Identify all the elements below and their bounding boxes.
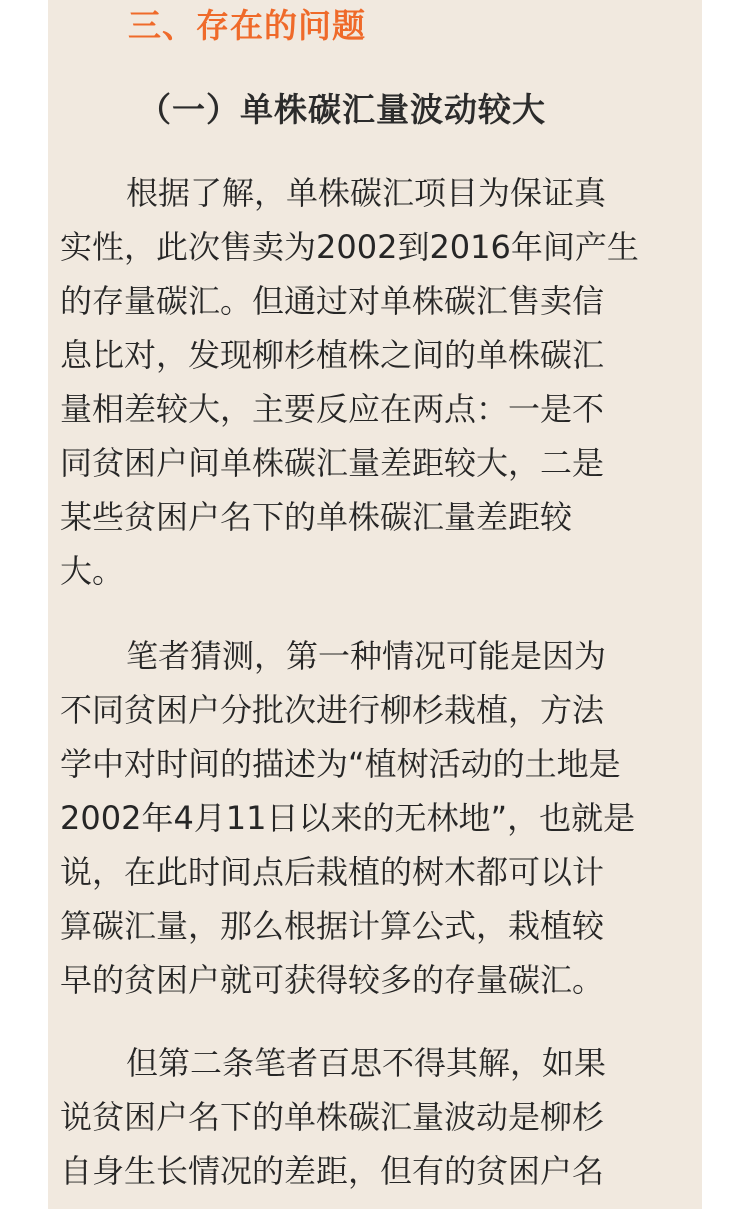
- paragraph-line: 笔者猜测，第一种情况可能是因为: [126, 637, 607, 675]
- section-title: 三、存在的问题: [128, 6, 366, 45]
- paragraph-line: 息比对，发现柳杉植株之间的单株碳汇: [60, 336, 605, 374]
- paragraph-line: 学中对时间的描述为“植树活动的土地是: [60, 745, 621, 783]
- paragraph-line: 的存量碳汇。但通过对单株碳汇售卖信: [60, 282, 605, 320]
- paragraph-line: 根据了解，单株碳汇项目为保证真: [126, 174, 607, 212]
- paragraph-line: 不同贫困户分批次进行柳杉栽植，方法: [60, 691, 605, 729]
- paragraph-line: 2002年4月11日以来的无林地”，也就是: [60, 799, 636, 837]
- paragraph-line: 量相差较大，主要反应在两点：一是不: [60, 390, 605, 428]
- paragraph-line: 某些贫困户名下的单株碳汇量差距较: [60, 498, 573, 536]
- paragraph-3: [60, 1036, 690, 1198]
- paragraph-line: 算碳汇量，那么根据计算公式，栽植较: [60, 907, 605, 945]
- paragraph-2: [60, 629, 690, 1007]
- paragraph-line: 同贫困户间单株碳汇量差距较大，二是: [60, 444, 605, 482]
- paragraph-line: 实性，此次售卖为2002到2016年间产生: [60, 228, 639, 266]
- article-body: [48, 0, 702, 1209]
- paragraph-line: 说，在此时间点后栽植的树木都可以计: [60, 853, 605, 891]
- paragraph-line: 早的贫困户就可获得较多的存量碳汇。: [60, 961, 605, 999]
- paragraph-line: 但第二条笔者百思不得其解，如果: [126, 1044, 607, 1082]
- paragraph-line: 自身生长情况的差距，但有的贫困户名: [60, 1152, 605, 1190]
- paragraph-line: 大。: [60, 552, 125, 590]
- paragraph-1: [60, 166, 690, 598]
- paragraph-line: 说贫困户名下的单株碳汇量波动是柳杉: [60, 1098, 605, 1136]
- subsection-title: （一）单株碳汇量波动较大: [138, 90, 546, 129]
